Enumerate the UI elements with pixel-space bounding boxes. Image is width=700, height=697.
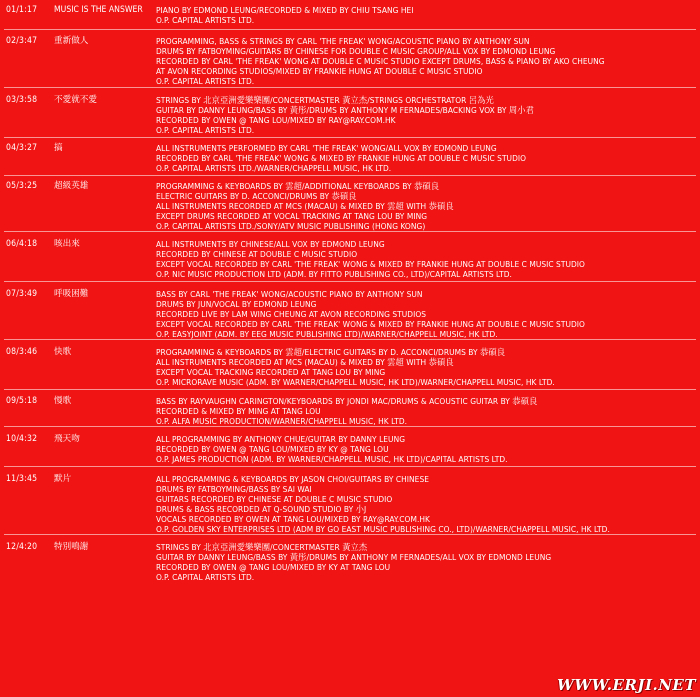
track-title: 重新做人 (54, 36, 89, 46)
credit-line: PROGRAMMING, BASS & STRINGS BY CARL 'THE FREAK' WONG/ACOUSTIC PIANO BY ANTHONY SUN (156, 36, 530, 46)
track-title: 超級英雄 (54, 181, 89, 191)
credit-line: ALL INSTRUMENTS PERFORMED BY CARL 'THE FREAK' WONG/ALL VOX BY EDMOND LEUNG (156, 143, 497, 153)
credit-line: O.P. CAPITAL ARTISTS LTD./WARNER/CHAPPELL MUSIC, HK LTD. (156, 163, 392, 173)
track-divider (4, 87, 696, 88)
credit-line: EXCEPT VOCAL TRACKING RECORDED AT TANG LOU BY MING (156, 367, 386, 377)
credit-line: DRUMS & BASS RECORDED AT Q-SOUND STUDIO BY 小J (156, 504, 367, 514)
track-title: 咳出來 (54, 239, 80, 249)
credit-line: O.P. CAPITAL ARTISTS LTD. (156, 125, 255, 135)
track-number-duration: 04/3:27 (6, 143, 38, 153)
credit-line: ALL PROGRAMMING & KEYBOARDS BY JASON CHOI/GUITARS BY CHINESE (156, 474, 429, 484)
track-number-duration: 02/3:47 (6, 36, 38, 46)
track-credits (156, 542, 696, 582)
credit-line: EXCEPT DRUMS RECORDED AT VOCAL TRACKING AT TANG LOU BY MING (156, 211, 428, 221)
credit-line: STRINGS BY 北京亞洲愛樂樂團/CONCERTMASTER 黃立杰 (156, 542, 368, 552)
credit-line: O.P. CAPITAL ARTISTS LTD. (156, 572, 255, 582)
track-title: 快歌 (54, 347, 72, 357)
track-title: 慢歌 (54, 396, 72, 406)
credit-line: GUITAR BY DANNY LEUNG/BASS BY 黃彤/DRUMS BY ANTHONY M FERNADES/ALL VOX BY EDMOND LEUNG (156, 552, 552, 562)
credit-line: GUITAR BY DANNY LEUNG/BASS BY 黃彤/DRUMS BY ANTHONY M FERNADES/BACKING VOX BY 周小君 (156, 105, 534, 115)
track-credits (156, 396, 696, 426)
credit-line: GUITARS RECORDED BY CHINESE AT DOUBLE C MUSIC STUDIO (156, 494, 393, 504)
track-divider (4, 389, 696, 390)
credit-line: ALL INSTRUMENTS RECORDED AT MCS (MACAU) & MIXED BY 雲超 WITH 恭碩良 (156, 201, 454, 211)
credit-line: O.P. CAPITAL ARTISTS LTD./SONY/ATV MUSIC PUBLISHING (HONG KONG) (156, 221, 426, 231)
track-number-duration: 06/4:18 (6, 239, 38, 249)
track-credits (156, 289, 696, 339)
track-divider (4, 426, 696, 427)
credit-line: DRUMS BY JUN/VOCAL BY EDMOND LEUNG (156, 299, 317, 309)
track-divider (4, 466, 696, 467)
track-title: 飛天吻 (54, 434, 80, 444)
credit-line: ALL INSTRUMENTS BY CHINESE/ALL VOX BY EDMOND LEUNG (156, 239, 385, 249)
track-number-duration: 05/3:25 (6, 181, 38, 191)
track-divider (4, 281, 696, 282)
credit-line: RECORDED BY OWEN @ TANG LOU/MIXED BY KY @ TANG LOU (156, 444, 389, 454)
track-divider (4, 534, 696, 535)
credit-line: RECORDED BY CHINESE AT DOUBLE C MUSIC STUDIO (156, 249, 358, 259)
credit-line: RECORDED BY OWEN @ TANG LOU/MIXED BY RAY@RAY.COM.HK (156, 115, 396, 125)
watermark: WWW.ERJI.NET (557, 676, 696, 694)
track-number-duration: 10/4:32 (6, 434, 38, 444)
track-credits (156, 5, 696, 25)
credit-line: RECORDED & MIXED BY MING AT TANG LOU (156, 406, 321, 416)
track-title: 搞 (54, 143, 63, 153)
credit-line: ALL PROGRAMMING BY ANTHONY CHUE/GUITAR BY DANNY LEUNG (156, 434, 406, 444)
track-credits (156, 239, 696, 279)
credit-line: RECORDED BY CARL 'THE FREAK' WONG AT DOUBLE C MUSIC STUDIO EXCEPT DRUMS, BASS & PIANO BY AKO CHEUNG (156, 56, 605, 66)
credit-line: AT AVON RECORDING STUDIOS/MIXED BY FRANKIE HUNG AT DOUBLE C MUSIC STUDIO (156, 66, 483, 76)
credit-line: O.P. CAPITAL ARTISTS LTD. (156, 76, 255, 86)
credit-line: EXCEPT VOCAL RECORDED BY CARL 'THE FREAK' WONG & MIXED BY FRANKIE HUNG AT DOUBLE C MUSIC STUDIO (156, 259, 585, 269)
credit-line: PIANO BY EDMOND LEUNG/RECORDED & MIXED BY CHIU TSANG HEI (156, 5, 414, 15)
track-divider (4, 29, 696, 30)
track-credits (156, 36, 696, 86)
track-credits (156, 181, 696, 231)
credit-line: EXCEPT VOCAL RECORDED BY CARL 'THE FREAK' WONG & MIXED BY FRANKIE HUNG AT DOUBLE C MUSIC STUDIO (156, 319, 585, 329)
credit-line: O.P. CAPITAL ARTISTS LTD. (156, 15, 255, 25)
track-number-duration: 09/5:18 (6, 396, 38, 406)
track-title: MUSIC IS THE ANSWER (54, 5, 143, 15)
track-divider (4, 137, 696, 138)
track-number-duration: 11/3:45 (6, 474, 38, 484)
track-credits (156, 474, 696, 534)
credit-line: PROGRAMMING & KEYBOARDS BY 雲超/ELECTRIC GUITARS BY D. ACCONCI/DRUMS BY 恭碩良 (156, 347, 506, 357)
credit-line: DRUMS BY FATBOYMING/BASS BY SAI WAI (156, 484, 312, 494)
credit-line: RECORDED BY CARL 'THE FREAK' WONG & MIXED BY FRANKIE HUNG AT DOUBLE C MUSIC STUDIO (156, 153, 527, 163)
credit-line: RECORDED LIVE BY LAM WING CHEUNG AT AVON RECORDING STUDIOS (156, 309, 427, 319)
credit-line: RECORDED BY OWEN @ TANG LOU/MIXED BY KY AT TANG LOU (156, 562, 391, 572)
track-credits (156, 347, 696, 387)
credit-line: ALL INSTRUMENTS RECORDED AT MCS (MACAU) & MIXED BY 雲超 WITH 恭碩良 (156, 357, 454, 367)
credit-line: BASS BY CARL 'THE FREAK' WONG/ACOUSTIC PIANO BY ANTHONY SUN (156, 289, 423, 299)
track-divider (4, 175, 696, 176)
credit-line: STRINGS BY 北京亞洲愛樂樂團/CONCERTMASTER 黃立杰/STRINGS ORCHESTRATOR 呂為光 (156, 95, 494, 105)
credit-line: VOCALS RECORDED BY OWEN AT TANG LOU/MIXED BY RAY@RAY.COM.HK (156, 514, 430, 524)
credit-line: PROGRAMMING & KEYBOARDS BY 雲超/ADDITIONAL KEYBOARDS BY 恭碩良 (156, 181, 440, 191)
track-credits (156, 95, 696, 135)
track-number-duration: 07/3:49 (6, 289, 38, 299)
track-title: 默片 (54, 474, 72, 484)
track-number-duration: 08/3:46 (6, 347, 38, 357)
credit-line: O.P. NIC MUSIC PRODUCTION LTD (ADM. BY FITTO PUBLISHING CO., LTD)/CAPITAL ARTISTS LTD. (156, 269, 512, 279)
track-number-duration: 12/4:20 (6, 542, 38, 552)
track-title: 呼吸困難 (54, 289, 89, 299)
credit-line: O.P. MICRORAVE MUSIC (ADM. BY WARNER/CHAPPELL MUSIC, HK LTD)/WARNER/CHAPPELL MUSIC, HK LTD. (156, 377, 555, 387)
credit-line: ELECTRIC GUITARS BY D. ACCONCI/DRUMS BY 恭碩良 (156, 191, 357, 201)
track-number-duration: 03/3:58 (6, 95, 38, 105)
credit-line: O.P. GOLDEN SKY ENTERPRISES LTD (ADM BY GO EAST MUSIC PUBLISHING CO., LTD)/WARNER/CHAPPELL MUSIC, HK LTD. (156, 524, 610, 534)
credit-line: O.P. ALFA MUSIC PRODUCTION/WARNER/CHAPPELL MUSIC, HK LTD. (156, 416, 408, 426)
track-divider (4, 339, 696, 340)
credit-line: BASS BY RAYVAUGHN CARINGTON/KEYBOARDS BY JONDI MAC/DRUMS & ACOUSTIC GUITAR BY 恭碩良 (156, 396, 538, 406)
track-credits (156, 434, 696, 464)
credit-line: DRUMS BY FATBOYMING/GUITARS BY CHINESE FOR DOUBLE C MUSIC GROUP/ALL VOX BY EDMOND LEUNG (156, 46, 556, 56)
credit-line: O.P. EASYJOINT (ADM. BY EEG MUSIC PUBLISHING LTD)/WARNER/CHAPPELL MUSIC, HK LTD. (156, 329, 498, 339)
track-credits (156, 143, 696, 173)
credit-line: O.P. JAMES PRODUCTION (ADM. BY WARNER/CHAPPELL MUSIC, HK LTD)/CAPITAL ARTISTS LTD. (156, 454, 508, 464)
track-number-duration: 01/1:17 (6, 5, 38, 15)
track-title: 不愛就不愛 (54, 95, 97, 105)
track-divider (4, 231, 696, 232)
track-title: 特別鳴謝 (54, 542, 89, 552)
